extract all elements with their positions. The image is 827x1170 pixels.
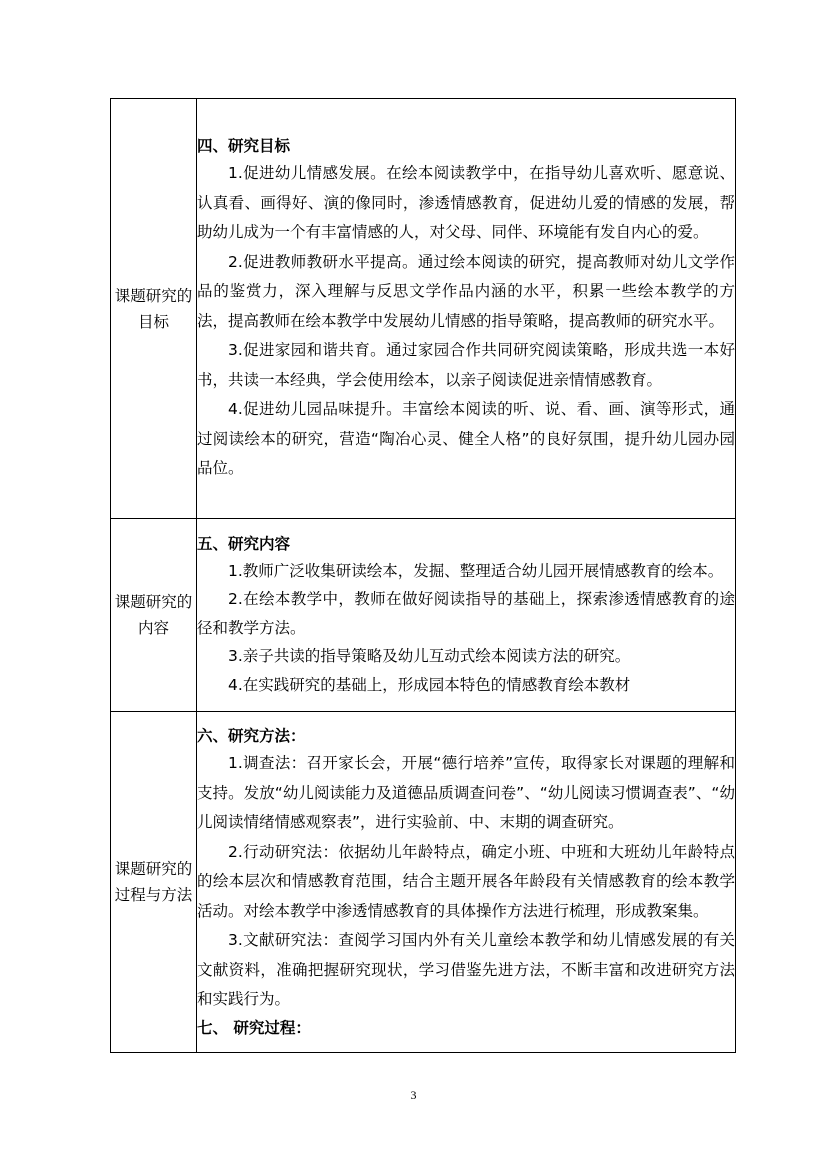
content-paragraph-4: 4.在实践研究的基础上，形成园本特色的情感教育绘本教材: [228, 675, 631, 694]
goal-paragraph-1: 1.促进幼儿情感发展。在绘本阅读教学中，在指导幼儿喜欢听、愿意说、认真看、画得好、演的像同时，渗透情感教育，促进幼儿爱的情感的发展，帮助幼儿成为一个有丰富情感的人，对父母、同伴、环境能有发自内心的爱。: [197, 164, 735, 242]
goal-paragraph-3: 3.促进家园和谐共育。通过家园合作共同研究阅读策略，形成共选一本好书，共读一本经典，学会使用绘本，以亲子阅读促进亲情情感教育。: [197, 341, 735, 389]
methods-content: [197, 712, 736, 1053]
content-paragraph-3: 3.亲子共读的指导策略及幼儿互动式绘本阅读方法的研究。: [228, 647, 631, 666]
content-section: [197, 519, 736, 712]
method-paragraph-1: 1.调查法：召开家长会，开展“德行培养”宣传，取得家长对课题的理解和支持。发放“幼儿阅读能力及道德品质调查问卷”、“幼儿阅读习惯调查表”、“幼儿阅读情绪情感观察表”，进行实验前、中、末期的调查研究。: [197, 754, 735, 832]
row-label-methods: 课题研究的过程与方法: [111, 712, 197, 1053]
goal-paragraph-2: 2.促进教师教研水平提高。通过绘本阅读的研究，提高教师对幼儿文学作品的鉴赏力，深入理解与反思文学作品内涵的水平，积累一些绘本教学的方法，提高教师在绘本教学中发展幼儿情感的指导策略，提高教师的研究水平。: [197, 252, 735, 330]
section-title-methods: 六、研究方法：: [197, 727, 306, 746]
method-paragraph-3: 3.文献研究法：查阅学习国内外有关儿童绘本教学和幼儿情感发展的有关文献资料，准确把握研究现状，学习借鉴先进方法，不断丰富和改进研究方法和实践行为。: [197, 931, 735, 1009]
goals-content: [197, 99, 736, 519]
table-row-content: [111, 519, 736, 712]
research-table: [110, 98, 736, 1053]
goal-paragraph-4: 4.促进幼儿园品味提升。丰富绘本阅读的听、说、看、画、演等形式，通过阅读绘本的研究，营造“陶冶心灵、健全人格”的良好氛围，提升幼儿园办园品位。: [197, 400, 735, 478]
section-title-content: 五、研究内容: [197, 534, 291, 553]
method-paragraph-2: 2.行动研究法：依据幼儿年龄特点，确定小班、中班和大班幼儿年龄特点的绘本层次和情感教育范围，结合主题开展各年龄段有关情感教育的绘本教学活动。对绘本教学中渗透情感教育的具体操作方法进行梳理，形成教案集。: [197, 842, 735, 920]
content-paragraph-2: 2.在绘本教学中，教师在做好阅读指导的基础上，探索渗透情感教育的途径和教学方法。: [197, 590, 735, 637]
row-label-content: 课题研究的内容: [111, 519, 197, 712]
content-paragraph-1: 1.教师广泛收集研读绘本，发掘、整理适合幼儿园开展情感教育的绘本。: [228, 561, 724, 580]
section-title-goals: 四、研究目标: [197, 137, 291, 156]
row-label-goals: 课题研究的目标: [111, 99, 197, 519]
section-title-process: 七、 研究过程：: [197, 1018, 311, 1037]
table-row-goals: [111, 99, 736, 519]
page-number: 3: [410, 1088, 417, 1102]
table-row-methods: [111, 712, 736, 1053]
